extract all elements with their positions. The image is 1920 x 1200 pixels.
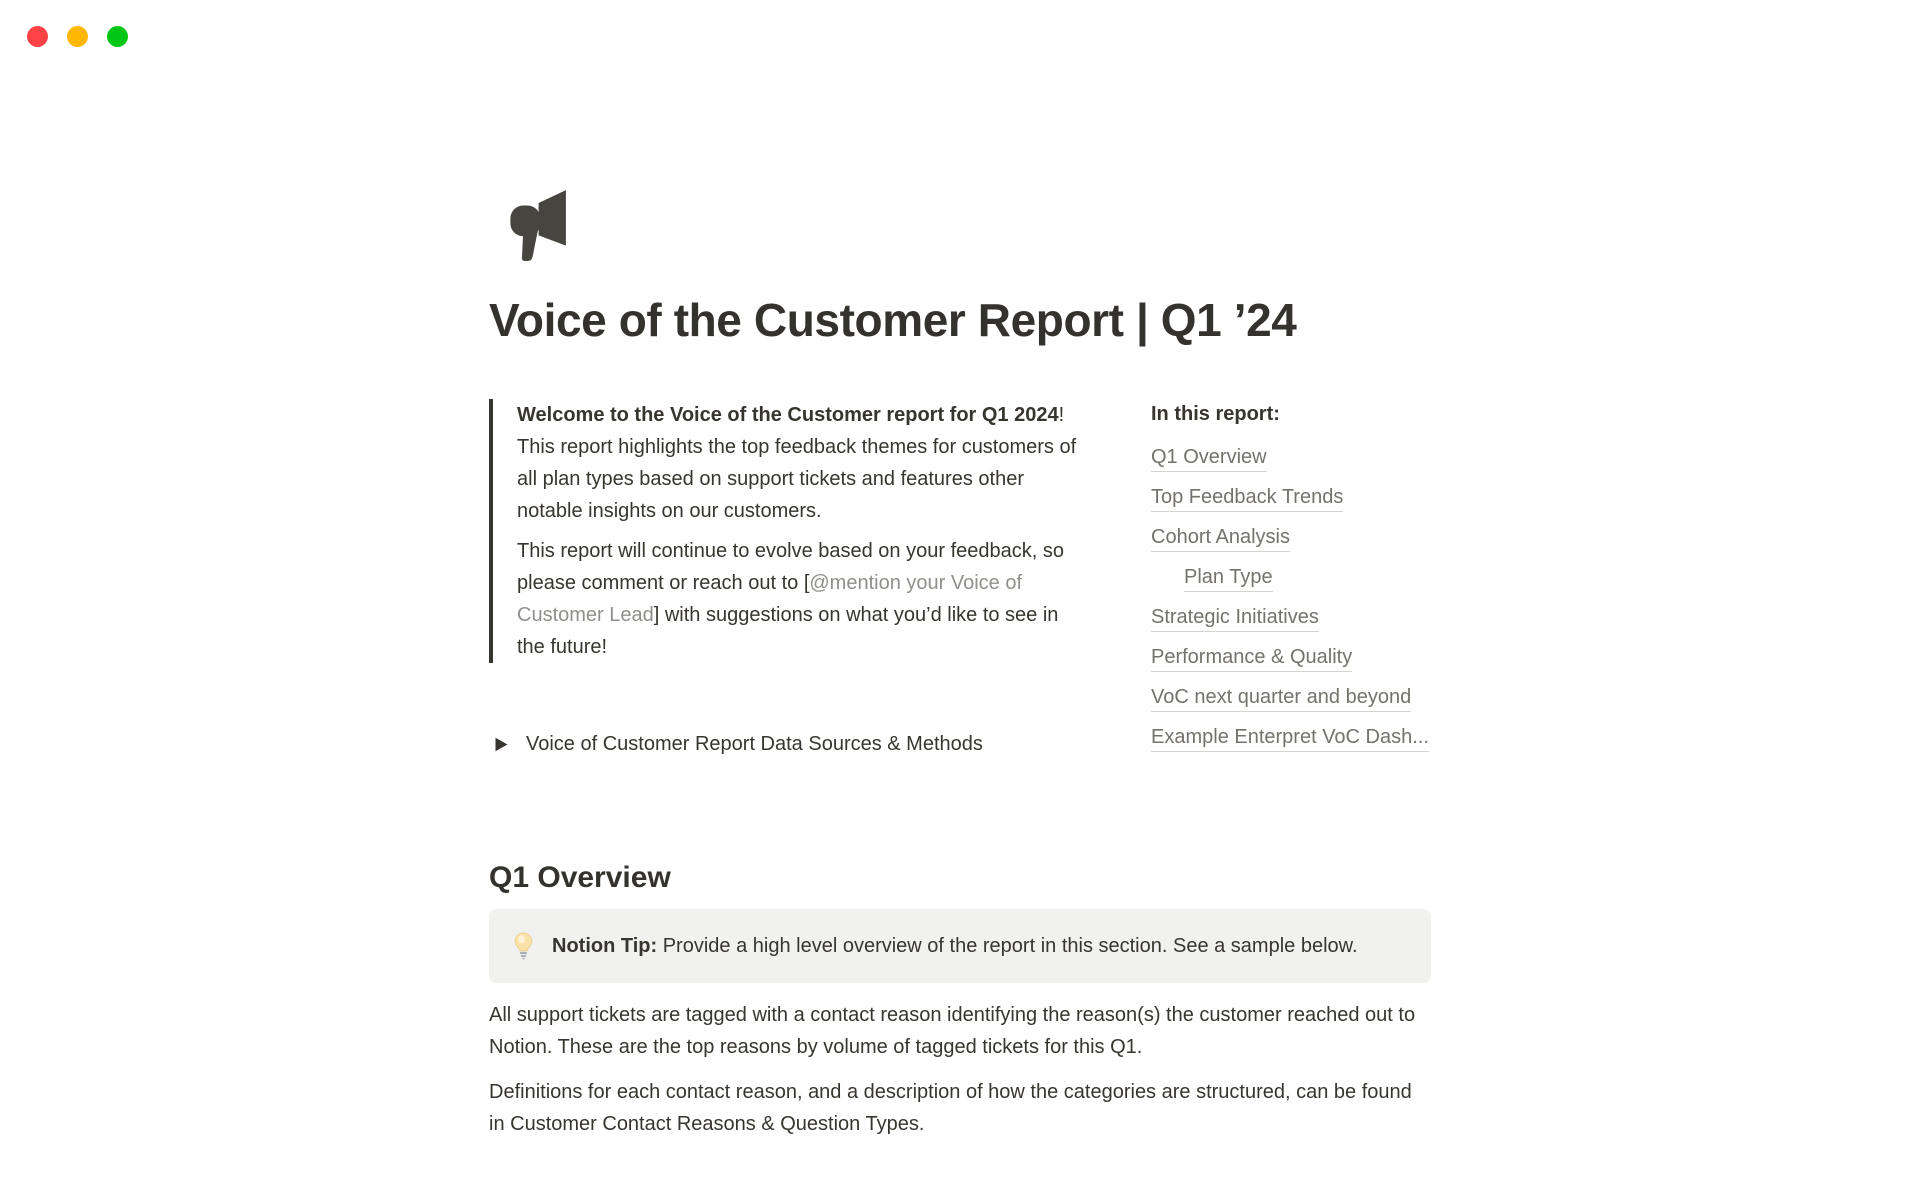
mention-placeholder[interactable]: @mention your Voice of Customer Lead [517,572,1023,627]
quote-p1-bold-text: Welcome to the Voice of the Customer report for Q1 2024 [517,404,1059,427]
toc-row [1151,485,1431,510]
callout-text [552,930,1358,962]
toc-link-q1-overview[interactable]: Q1 Overview [1151,445,1267,472]
toc-link-voc-next-quarter[interactable]: VoC next quarter and beyond [1151,685,1411,712]
toc-heading: In this report: [1151,403,1280,426]
toc-row [1151,565,1431,590]
toggle-label: Voice of Customer Report Data Sources & Methods [526,733,983,756]
overview-paragraph-1: All support tickets are tagged with a contact reason identifying the reason(s) the customer reached out to Notion. These are the top reasons by volume of tagged tickets for this Q1. [489,1004,1416,1059]
toc-link-strategic-initiatives[interactable]: Strategic Initiatives [1151,605,1319,632]
toc-row [1151,605,1431,630]
notion-tip-callout [489,909,1431,983]
toc-row [1151,685,1431,710]
intro-left-column [489,399,1085,765]
close-button[interactable] [27,26,48,47]
toc-row [1151,445,1431,470]
toggle-triangle-icon[interactable] [489,737,513,752]
page-title: Voice of the Customer Report | Q1 ’24 [489,294,1297,346]
overview-paragraphs [489,999,1431,1140]
callout-bold-label: Notion Tip: [552,935,658,958]
toc-link-example-enterpret-dashboard[interactable]: Example Enterpret VoC Dash... [1151,725,1429,752]
overview-paragraph-2: Definitions for each contact reason, and a description of how the categories are structured, can be found in Customer Contact Reasons & Question Types. [489,1081,1412,1136]
table-of-contents [1151,399,1431,765]
window-controls [27,26,128,47]
toc-link-cohort-analysis[interactable]: Cohort Analysis [1151,525,1290,552]
intro-columns [489,399,1431,765]
quote-paragraph-2 [517,535,1085,663]
toc-row [1151,525,1431,550]
quote-p1-regular-text: ! This report highlights the top feedback themes for customers of all plan types based on support tickets and features other notable insights on our customers. [517,404,1077,523]
toc-row [1151,725,1431,750]
welcome-quote-block [489,399,1085,663]
data-sources-toggle[interactable] [489,729,1085,759]
zoom-button[interactable] [107,26,128,47]
toc-row [1151,645,1431,670]
toc-link-plan-type[interactable]: Plan Type [1184,565,1273,592]
q1-overview-heading: Q1 Overview [489,861,671,895]
megaphone-icon[interactable] [501,183,583,269]
notion-page [489,0,1431,1140]
callout-body-text: Provide a high level overview of the report in this section. See a sample below. [657,935,1358,958]
quote-p2-end-text: ] with suggestions on what you’d like to see in the future! [517,604,1059,659]
quote-p2-start-text: This report will continue to evolve based on your feedback, so please comment or reach out to [ [517,540,1064,595]
minimize-button[interactable] [67,26,88,47]
toc-link-top-feedback-trends[interactable]: Top Feedback Trends [1151,485,1343,512]
toc-link-performance-quality[interactable]: Performance & Quality [1151,645,1352,672]
lightbulb-icon [511,930,537,962]
quote-paragraph-1 [517,399,1085,527]
